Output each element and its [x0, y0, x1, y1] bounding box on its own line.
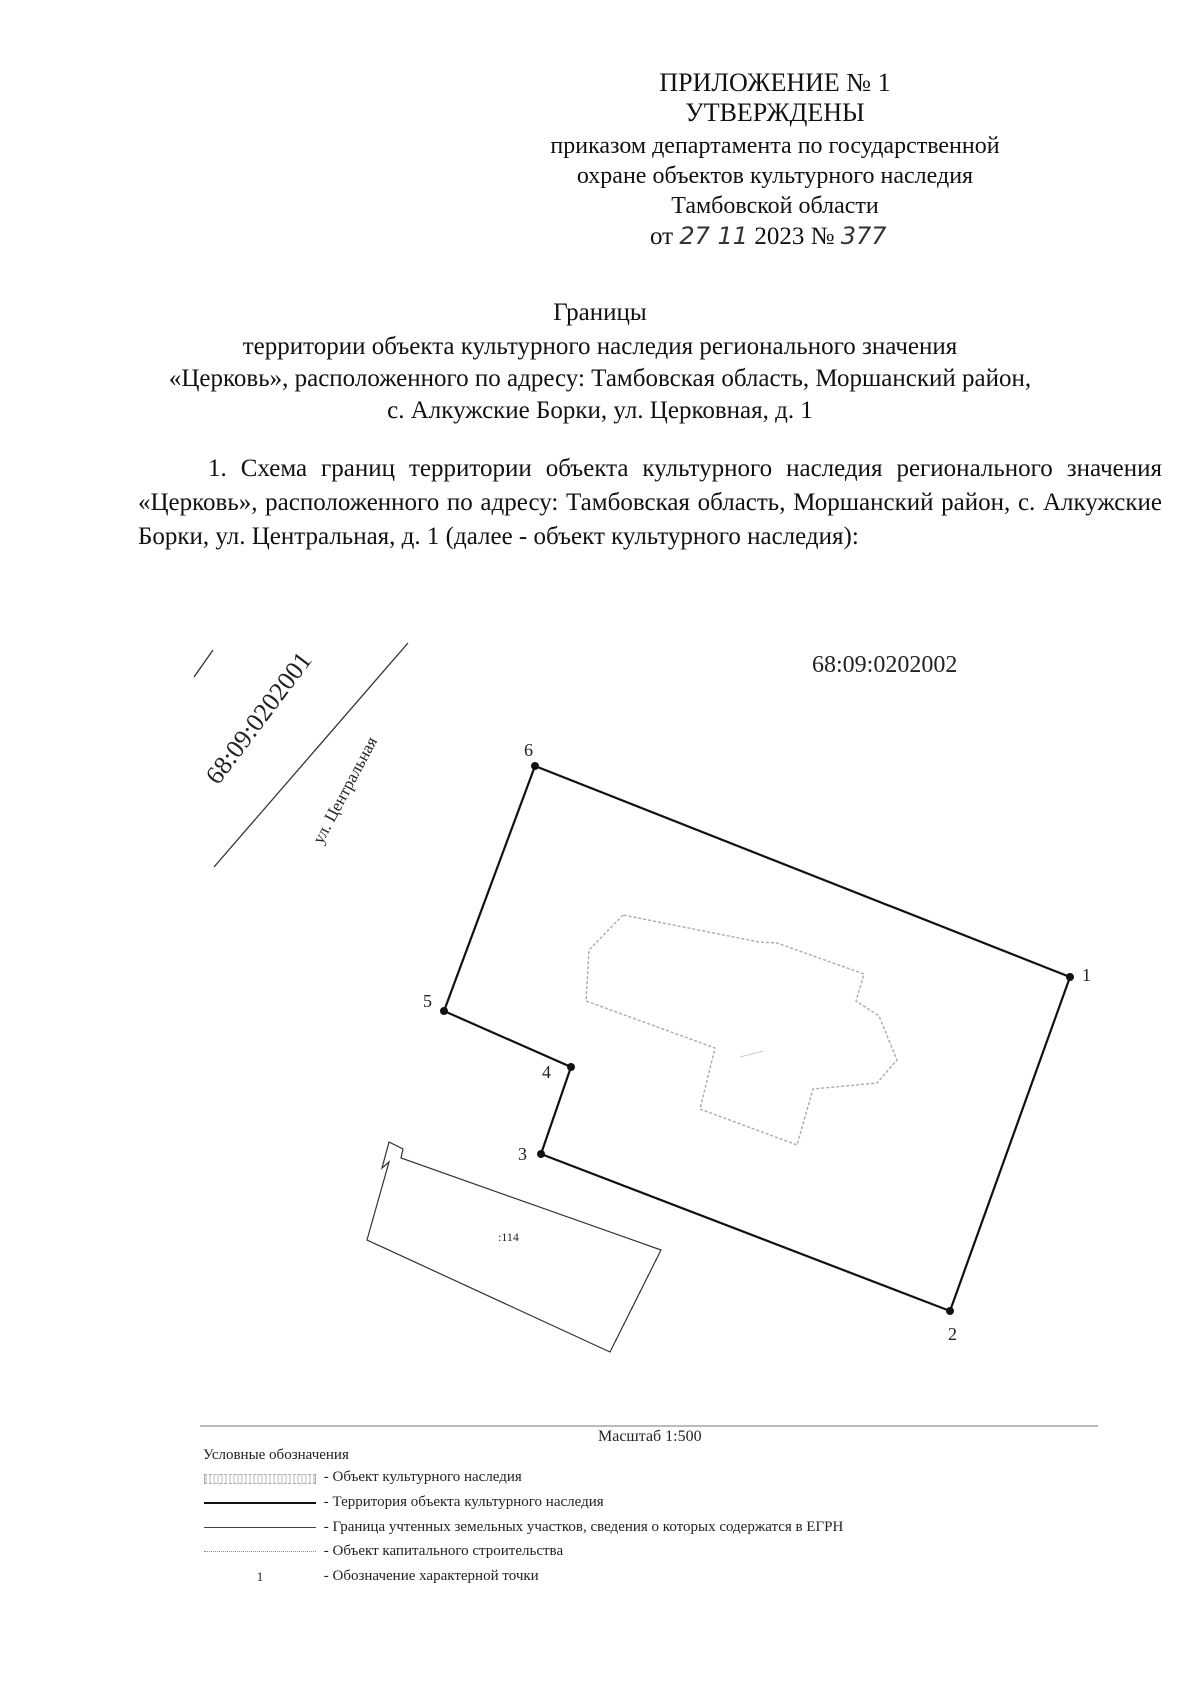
legend-sym-point: [200, 1570, 320, 1584]
territory-boundary: [444, 766, 1070, 1311]
legend-text-heritage-object: - Объект культурного наследия: [323, 1469, 522, 1485]
legend-sym-heritage-object: [200, 1471, 320, 1485]
legend-item-parcel-border: [200, 1519, 843, 1536]
point-marker-6: [531, 762, 539, 770]
legend-text-capital-construction: - Объект капитального строительства: [323, 1543, 564, 1559]
church-inner-detail: [740, 1051, 763, 1057]
point-label-1: 1: [1082, 965, 1091, 985]
cadastral-label-left: 68:09:0202001: [199, 646, 318, 790]
order-line-3: Тамбовской области: [671, 193, 879, 219]
legend-sym-territory: [200, 1496, 320, 1510]
number-handwritten: 377: [840, 222, 887, 250]
legend-point-sample: 1: [256, 1568, 264, 1584]
point-label-6: 6: [524, 740, 533, 760]
parcel-114: [367, 1142, 661, 1352]
date-year: 2023 №: [754, 223, 835, 250]
legend-item-heritage-object: [200, 1469, 522, 1486]
legend-text-territory: - Территория объекта культурного наследия: [323, 1494, 604, 1510]
street-label: ул. Центральная: [308, 733, 382, 847]
legend-item-capital-construction: [200, 1543, 563, 1560]
order-line-1: приказом департамента по государственной: [550, 133, 1000, 159]
scale-label: Масштаб 1:500: [598, 1428, 702, 1445]
point-marker-4: [567, 1063, 575, 1071]
date-handwritten: 27 11: [679, 222, 749, 250]
point-label-2: 2: [948, 1324, 957, 1344]
legend-item-territory: [200, 1494, 604, 1511]
legend-sym-parcel-border: [200, 1521, 320, 1535]
parcel-114-label: :114: [498, 1230, 519, 1244]
point-marker-5: [440, 1007, 448, 1015]
legend-text-point: - Обозначение характерной точки: [323, 1568, 539, 1584]
point-label-4: 4: [542, 1062, 551, 1082]
point-label-5: 5: [423, 991, 432, 1011]
date-prefix: от: [650, 223, 674, 250]
church-object-contour: [586, 915, 897, 1145]
legend-item-point: [200, 1568, 539, 1585]
boundaries-title: Границы: [553, 299, 647, 326]
point-marker-2: [946, 1307, 954, 1315]
point-marker-1: [1066, 973, 1074, 981]
title-line-3: «Церковь», расположенного по адресу: Тамбовская область, Моршанский район,: [168, 365, 1032, 392]
cadastral-label-right: 68:09:0202002: [812, 652, 958, 678]
approved-title: УТВЕРЖДЕНЫ: [685, 98, 865, 127]
title-line-4: с. Алкужские Борки, ул. Церковная, д. 1: [387, 397, 813, 424]
point-label-3: 3: [518, 1144, 527, 1164]
order-line-2: охране объектов культурного наследия: [576, 163, 974, 189]
appendix-title: ПРИЛОЖЕНИЕ № 1: [659, 68, 891, 97]
scheme-paragraph: 1. Схема границ территории объекта культурного наследия регионального значения «Церковь», расположенного по адресу: Тамбовская область, Моршанский район, с. Алкужские Борки, ул. Центральная, д. 1 (далее - объект культурного наследия):: [138, 455, 1162, 550]
legend-text-parcel-border: - Граница учтенных земельных участков, сведения о которых содержатся в ЕГРН: [323, 1519, 844, 1535]
point-marker-3: [537, 1150, 545, 1158]
title-line-2: территории объекта культурного наследия регионального значения: [242, 333, 958, 360]
legend-sym-capital-construction: [200, 1545, 320, 1559]
legend-heading: Условные обозначения: [203, 1447, 349, 1463]
cadastral-quarter-tick: [194, 650, 213, 677]
